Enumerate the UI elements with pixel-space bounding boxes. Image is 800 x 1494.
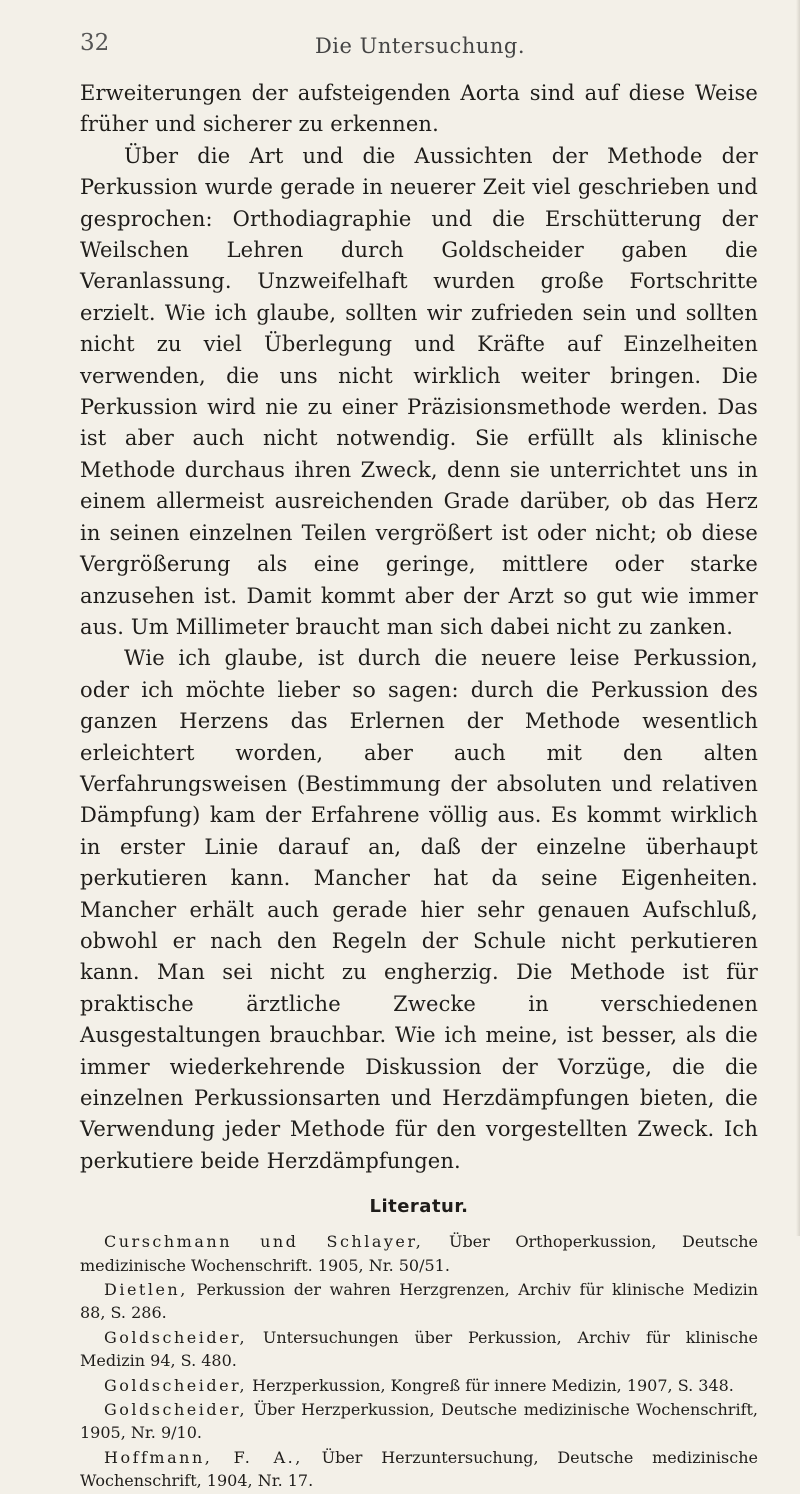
reference-authors: Goldscheider, [104, 1375, 248, 1395]
reference-text: Untersuchungen über Perkussion, Archiv für klinische Medizin 94, S. 480. [80, 1327, 758, 1371]
literature-heading: Literatur. [369, 1196, 469, 1218]
reference-item [80, 1398, 758, 1445]
reference-item [80, 1446, 758, 1493]
paragraph: Erweiterungen der aufsteigenden Aorta sind auf diese Weise früher und sicherer zu erkennen. [80, 81, 758, 137]
reference-item [80, 1326, 758, 1373]
reference-authors: Curschmann und Schlayer, [104, 1232, 424, 1252]
page-edge-shadow [796, 0, 800, 1236]
reference-text: Über Herzperkussion, Deutsche medizinische Wochenschrift, 1905, Nr. 9/10. [80, 1400, 758, 1443]
paragraph: Über die Art und die Aussichten der Methode der Perkussion wurde gerade in neuerer Zeit viel geschrieben und gesprochen: Orthodiagraphie und die Erschütterung der Weilschen Lehren durch Goldscheider gaben die Veranlassung. Unzweifelhaft wurden große Fortschritte erzielt. Wie ich glaube, sollten wir zufrieden sein und sollten nicht zu viel Überlegung und Kräfte auf Einzelheiten verwenden, die uns nicht wirklich weiter bringen. Die Perkussion wird nie zu einer Präzisionsmethode werden. Das ist aber auch nicht notwendig. Sie erfüllt als klinische Methode durchaus ihren Zweck, denn sie unterrichtet uns in einem allermeist ausreichenden Grade darüber, ob das Herz in seinen einzelnen Teilen vergrößert ist oder nicht; ob diese Vergrößerung als eine geringe, mittlere oder starke anzusehen ist. Damit kommt aber der Arzt so gut wie immer aus. Um Millimeter braucht man sich dabei nicht zu zanken. [80, 143, 758, 639]
page-number: 32 [80, 30, 110, 56]
reference-item [80, 1230, 758, 1277]
reference-authors: Dietlen, [104, 1280, 188, 1300]
paragraph: Wie ich glaube, ist durch die neuere leise Perkussion, oder ich möchte lieber so sagen: durch die Perkussion des ganzen Herzens das Erlernen der Methode wesentlich erleichtert worden, aber auch mit den alten Verfahrungsweisen (Bestimmung der absoluten und relativen Dämpfung) kam der Erfahrene völlig aus. Es kommt wirklich in erster Linie darauf an, daß der einzelne überhaupt perkutieren kann. Mancher hat da seine Eigenheiten. Mancher erhält auch gerade hier sehr genauen Aufschluß, obwohl er nach den Regeln der Schule nicht perkutieren kann. Man sei nicht zu engherzig. Die Methode ist für praktische ärztliche Zwecke in verschiedenen Ausgestaltungen brauchbar. Wie ich meine, ist besser, als die immer wiederkehrende Diskussion der Vorzüge, die die einzelnen Perkussionsarten und Herzdämpfungen bieten, die Verwendung jeder Methode für den vorgestellten Zweck. Ich perkutiere beide Herzdämpfungen. [80, 646, 758, 1173]
reference-item [80, 1278, 758, 1325]
reference-text: Herzperkussion, Kongreß für innere Medizin, 1907, S. 348. [247, 1375, 734, 1395]
reference-authors: Goldscheider, [104, 1400, 248, 1420]
reference-authors: Hoffmann, F. A., [104, 1447, 303, 1467]
running-head: Die Untersuchung. [314, 34, 526, 58]
reference-text: Über Orthoperkussion, Deutsche medizinische Wochenschrift. 1905, Nr. 50/51. [80, 1232, 758, 1275]
page-body [80, 78, 758, 1494]
reference-authors: Goldscheider, [104, 1327, 248, 1347]
reference-text: Perkussion der wahren Herzgrenzen, Archiv für klinische Medizin 88, S. 286. [80, 1280, 758, 1323]
reference-item [80, 1374, 758, 1397]
page-header [80, 30, 760, 60]
reference-text: Über Herzuntersuchung, Deutsche medizinische Wochenschrift, 1904, Nr. 17. [80, 1447, 759, 1491]
reference-list [80, 1230, 758, 1492]
